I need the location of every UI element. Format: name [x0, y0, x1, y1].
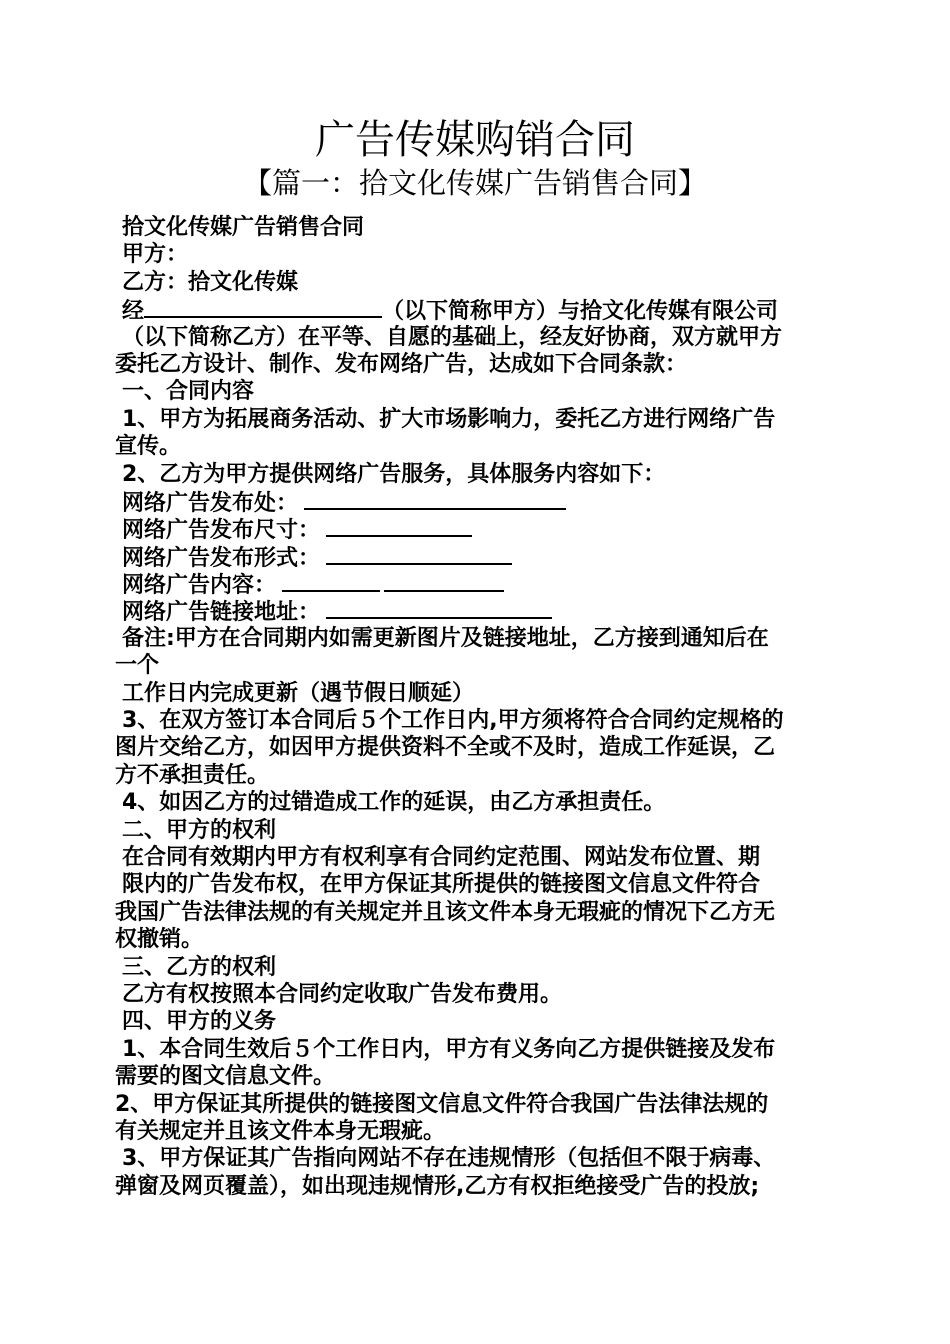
blank-field — [384, 570, 504, 592]
text-line: 委托乙方设计、制作、发布网络广告，达成如下合同条款： — [115, 351, 688, 377]
text-line: 权撤销。 — [115, 927, 204, 953]
blank-field — [326, 597, 552, 619]
document-body — [115, 214, 840, 1200]
text-line: 我国广告法律法规的有关规定并且该文件本身无瑕疵的情况下乙方无 — [115, 899, 776, 925]
blank-field — [326, 543, 512, 565]
party-b-line: 乙方：拾文化传媒 — [122, 269, 299, 295]
form-field-line: 网络广告发布处： — [115, 488, 840, 515]
section-heading: 一、合同内容 — [122, 379, 255, 405]
party-a-line: 甲方： — [122, 242, 189, 268]
text-line: 经 （以下简称甲方）与拾文化传媒有限公司 — [115, 296, 840, 323]
blank-field — [144, 296, 382, 318]
text-line: 4、如因乙方的过错造成工作的延误，由乙方承担责任。 — [122, 790, 666, 816]
form-field-line: 网络广告发布尺寸： — [115, 515, 840, 542]
text-line: 备注:甲方在合同期内如需更新图片及链接地址，乙方接到通知后在 — [122, 625, 769, 651]
text-line: （以下简称乙方）在平等、自愿的基础上，经友好协商，双方就甲方 — [122, 324, 783, 350]
blank-field — [326, 515, 472, 537]
document-title: 广告传媒购销合同 — [315, 117, 635, 163]
text-line: 宣传。 — [115, 434, 182, 460]
text-line: 方不承担责任。 — [115, 762, 270, 788]
text-line: 限内的广告发布权，在甲方保证其所提供的链接图文信息文件符合 — [122, 872, 761, 898]
form-field-line: 网络广告链接地址： — [115, 597, 840, 624]
text-line: 工作日内完成更新（遇节假日顺延） — [122, 680, 475, 706]
text-line: 2、乙方为甲方提供网络广告服务，具体服务内容如下： — [122, 461, 666, 487]
form-field-line: 网络广告内容： — [115, 570, 840, 597]
text-line: 需要的图文信息文件。 — [115, 1064, 336, 1090]
text-line: 3、在双方签订本合同后５个工作日内,甲方须将符合合同约定规格的 — [122, 708, 784, 734]
text-line: 弹窗及网页覆盖），如出现违规情形,乙方有权拒绝接受广告的投放; — [115, 1173, 760, 1199]
text-line: 3、甲方保证其广告指向网站不存在违规情形（包括但不限于病毒、 — [122, 1146, 776, 1172]
text-line: 一个 — [115, 653, 160, 679]
text-line: 1、本合同生效后５个工作日内，甲方有义务向乙方提供链接及发布 — [122, 1036, 776, 1062]
text-line: 图片交给乙方，如因甲方提供资料不全或不及时，造成工作延误，乙 — [115, 735, 776, 761]
section-heading: 四、甲方的义务 — [122, 1009, 277, 1035]
contract-name: 拾文化传媒广告销售合同 — [122, 215, 365, 240]
section-heading: 二、甲方的权利 — [122, 817, 277, 843]
text-line: 在合同有效期内甲方有权利享有合同约定范围、网站发布位置、期 — [122, 844, 761, 870]
text-line: 1、甲方为拓展商务活动、扩大市场影响力，委托乙方进行网络广告 — [122, 406, 776, 432]
text-line: 乙方有权按照本合同约定收取广告发布费用。 — [122, 981, 563, 1007]
section-heading: 三、乙方的权利 — [122, 954, 277, 980]
blank-field — [282, 570, 380, 592]
text-line: 有关规定并且该文件本身无瑕疵。 — [115, 1118, 446, 1144]
blank-field — [304, 488, 566, 510]
form-field-line: 网络广告发布形式： — [115, 543, 840, 570]
document-subtitle: 【篇一：拾文化传媒广告销售合同】 — [242, 166, 707, 200]
text-line: 2、甲方保证其所提供的链接图文信息文件符合我国广告法律法规的 — [115, 1091, 769, 1117]
